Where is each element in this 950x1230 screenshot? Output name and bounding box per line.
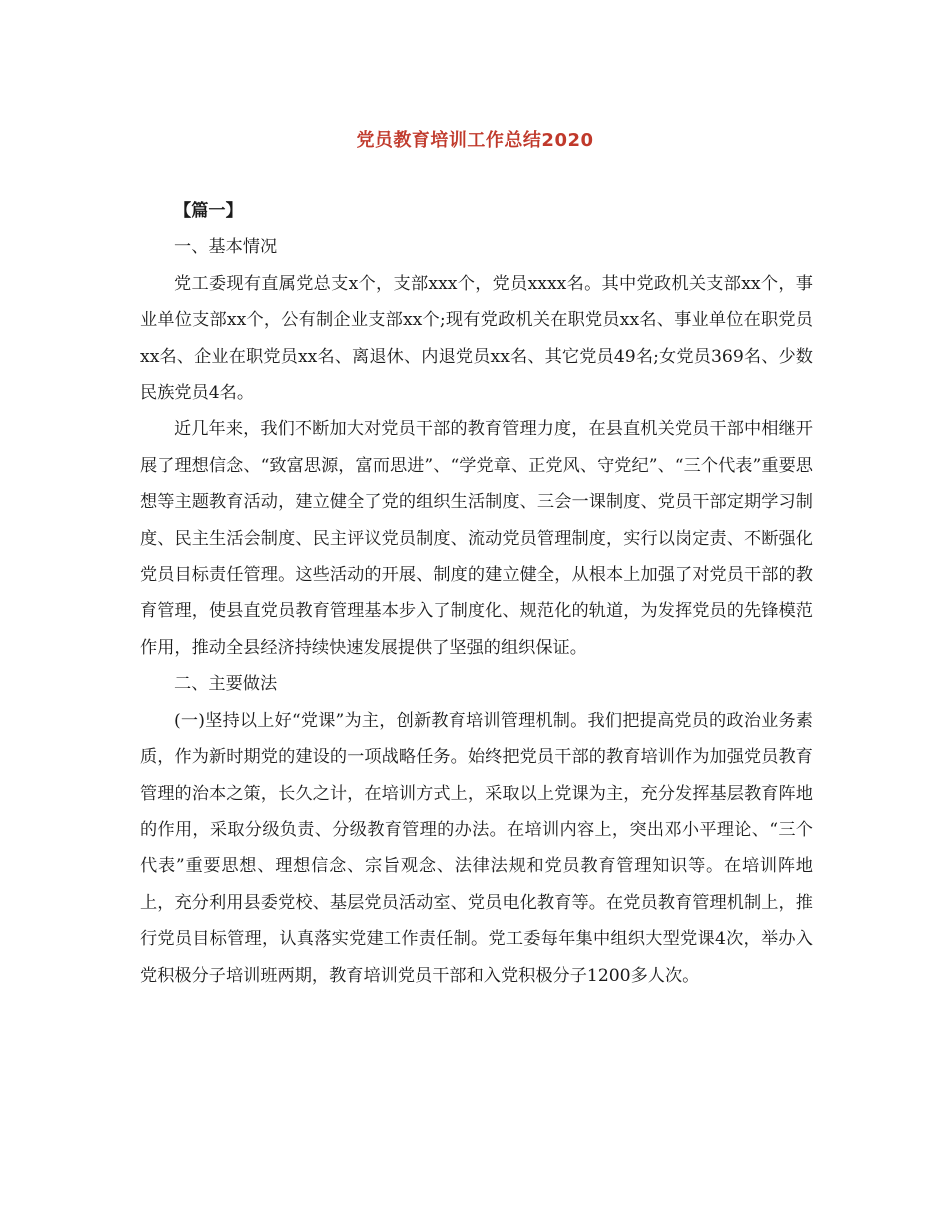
heading-basic-situation: 一、基本情况 bbox=[174, 237, 278, 258]
paragraph-1: 党工委现有直属党总支x个，支部xxx个，党员xxxx名。其中党政机关支部xx个，事业单位支部xx个，公有制企业支部xx个;现有党政机关在职党员xx名、事业单位在职党员xx名、企业在职党员xx名、离退休、内退党员xx名、其它党员49名;女党员369名、少数民族党员4名。 bbox=[140, 273, 813, 404]
section-tag: 【篇一】 bbox=[174, 201, 243, 221]
document-title: 党员教育培训工作总结2020 bbox=[356, 130, 594, 151]
paragraph-2: 近几年来，我们不断加大对党员干部的教育管理力度，在县直机关党员干部中相继开展了理想信念、“致富思源，富而思进”、“学党章、正党风、守党纪”、“三个代表”重要思想等主题教育活动，建立健全了党的组织生活制度、三会一课制度、党员干部定期学习制度、民主生活会制度、民主评议党员制度、流动党员管理制度，实行以岗定责、不断强化党员目标责任管理。这些活动的开展、制度的建立健全，从根本上加强了对党员干部的教育管理，使县直党员教育管理基本步入了制度化、规范化的轨道，为发挥党员的先锋模范作用，推动全县经济持续快速发展提供了坚强的组织保证。 bbox=[140, 419, 813, 658]
paragraph-3: (一)坚持以上好“党课”为主，创新教育培训管理机制。我们把提高党员的政治业务素质，作为新时期党的建设的一项战略任务。始终把党员干部的教育培训作为加强党员教育管理的治本之策，长久之计，在培训方式上，采取以上党课为主，充分发挥基层教育阵地的作用，采取分级负责、分级教育管理的办法。在培训内容上，突出邓小平理论、“三个代表”重要思想、理想信念、宗旨观念、法律法规和党员教育管理知识等。在培训阵地上，充分利用县委党校、基层党员活动室、党员电化教育等。在党员教育管理机制上，推行党员目标管理，认真落实党建工作责任制。党工委每年集中组织大型党课4次，举办入党积极分子培训班两期，教育培训党员干部和入党积极分子1200多人次。 bbox=[140, 710, 813, 986]
document-body bbox=[140, 193, 813, 994]
heading-main-practices: 二、主要做法 bbox=[174, 674, 278, 695]
